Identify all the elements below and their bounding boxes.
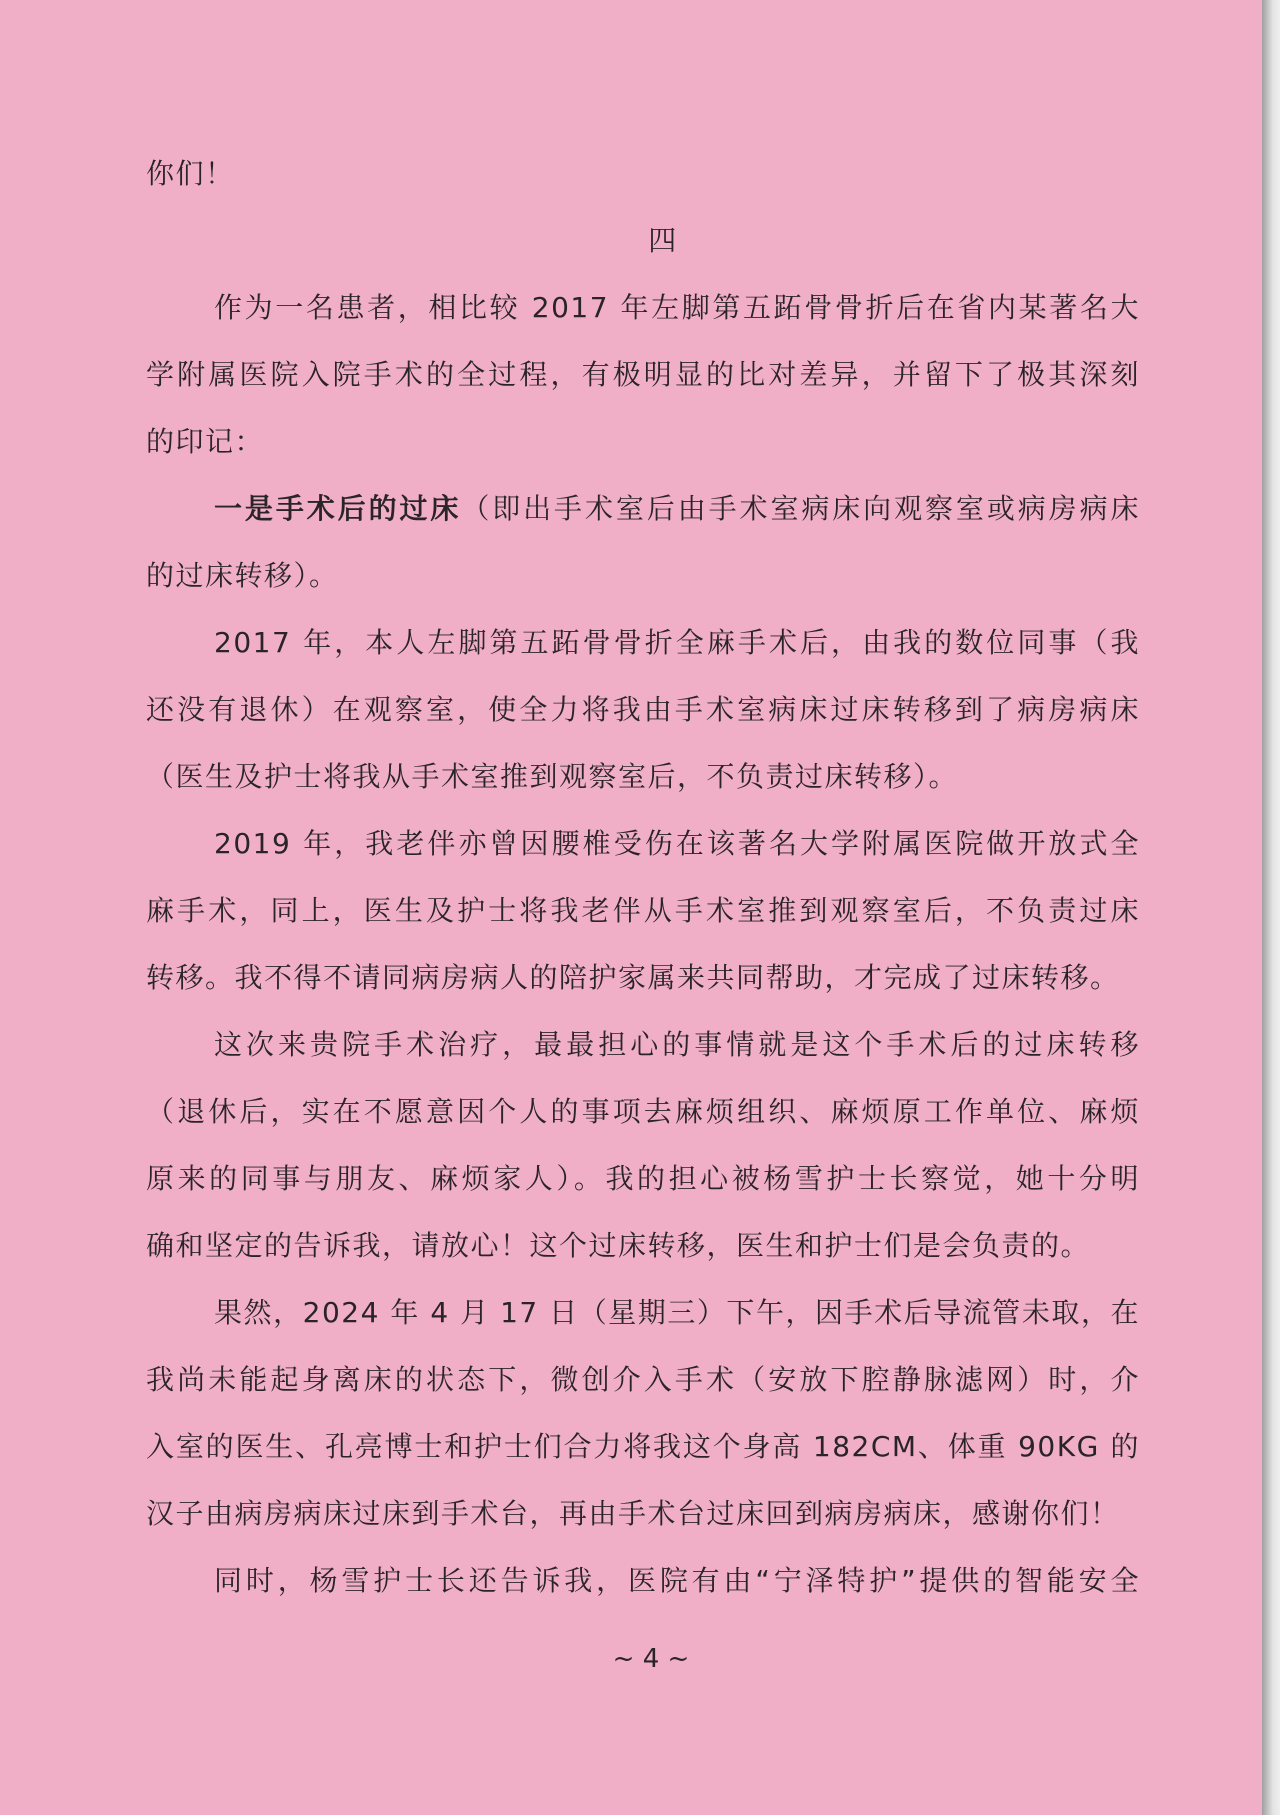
- page-number: ~ 4 ~: [612, 1644, 690, 1674]
- text-line: 2017 年，本人左脚第五跖骨骨折全麻手术后，由我的数位同事（我: [214, 626, 1140, 659]
- section-heading: 四: [648, 224, 678, 257]
- document-body: [146, 140, 1140, 1614]
- text-line: （医生及护士将我从手术室推到观察室后，不负责过床转移）。: [146, 760, 959, 793]
- text-line: 作为一名患者，相比较 2017 年左脚第五跖骨骨折后在省内某著名大: [214, 291, 1140, 324]
- text-line: 2019 年，我老伴亦曾因腰椎受伤在该著名大学附属医院做开放式全: [214, 827, 1140, 860]
- text-line: 汉子由病房病床过床到手术台，再由手术台过床回到病房病床，感谢你们！: [146, 1497, 1120, 1530]
- text-line: 麻手术，同上，医生及护士将我老伴从手术室推到观察室后，不负责过床: [146, 894, 1140, 927]
- text-line: 原来的同事与朋友、麻烦家人）。我的担心被杨雪护士长察觉，她十分明: [146, 1162, 1140, 1195]
- text-line: 同时，杨雪护士长还告诉我，医院有由“宁泽特护”提供的智能安全: [214, 1564, 1140, 1597]
- text-line: 确和坚定的告诉我，请放心！这个过床转移，医生和护士们是会负责的。: [146, 1229, 1091, 1262]
- text-line: 果然，2024 年 4 月 17 日（星期三）下午，因手术后导流管未取，在: [214, 1296, 1140, 1329]
- text-line: 转移。我不得不请同病房病人的陪护家属来共同帮助，才完成了过床转移。: [146, 961, 1120, 994]
- text-line: 学附属医院入院手术的全过程，有极明显的比对差异，并留下了极其深刻: [146, 358, 1140, 391]
- page-edge-shadow: [1262, 0, 1280, 1815]
- text-line: 我尚未能起身离床的状态下，微创介入手术（安放下腔静脉滤网）时，介: [146, 1363, 1140, 1396]
- text-line: （退休后，实在不愿意因个人的事项去麻烦组织、麻烦原工作单位、麻烦: [146, 1095, 1140, 1128]
- text-line: 入室的医生、孔亮博士和护士们合力将我这个身高 182CM、体重 90KG 的: [146, 1430, 1140, 1463]
- text-line-rest: （即出手术室后由手术室病床向观察室或病房病床: [461, 492, 1140, 525]
- text-line: 还没有退休）在观察室，使全力将我由手术室病床过床转移到了病房病床: [146, 693, 1140, 726]
- text-line: 你们！: [146, 157, 235, 190]
- text-line: 这次来贵院手术治疗，最最担心的事情就是这个手术后的过床转移: [214, 1028, 1140, 1061]
- text-line: 的印记：: [146, 425, 265, 458]
- text-line: [146, 475, 1140, 542]
- bold-lead-phrase: 一是手术后的过床: [214, 492, 462, 525]
- text-line: 的过床转移）。: [146, 559, 339, 592]
